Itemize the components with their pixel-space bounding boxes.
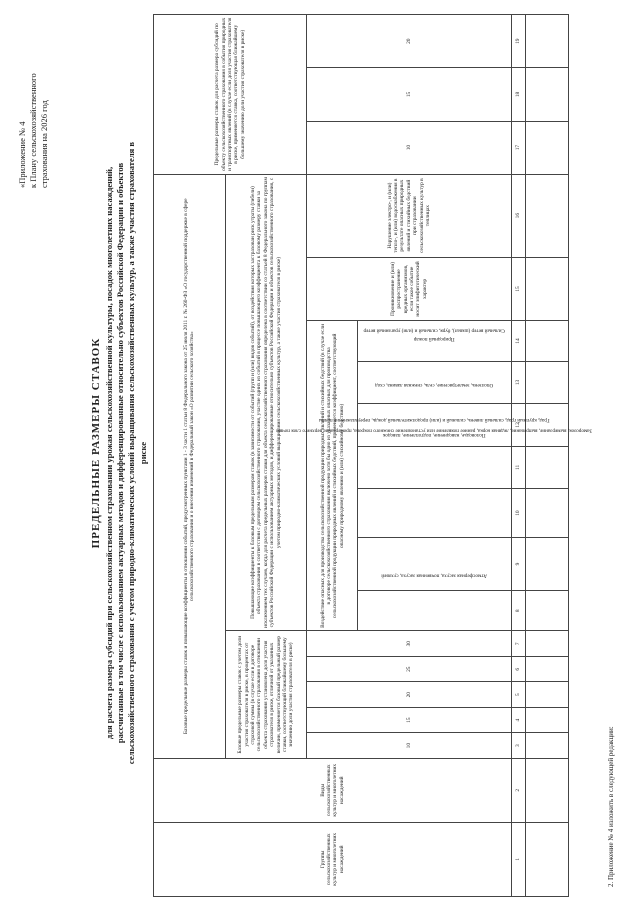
max-share-value-10: 10 bbox=[307, 121, 511, 174]
empty-data-cell bbox=[526, 121, 569, 174]
column-number-11: 11 bbox=[511, 446, 525, 488]
column-number-18: 18 bbox=[511, 68, 525, 121]
column-number-6: 6 bbox=[511, 656, 525, 681]
power-failure-header: Нарушение электро-, и (или) тепло-, и (или) водоснабжения в результате опасных природных явлений и стихийных бедствий при страховании сельскохозяйственных культур в теплицах bbox=[307, 174, 511, 257]
column-number-1: 1 bbox=[511, 822, 525, 896]
empty-data-cell bbox=[526, 631, 569, 656]
amendment-note: 2. Приложение № 4 изложить в следующей редакции: bbox=[607, 726, 615, 887]
max-share-value-20: 20 bbox=[307, 15, 511, 68]
col1-header: Группы сельскохозяйственных культур и многолетних насаждений bbox=[154, 822, 512, 896]
column-number-13: 13 bbox=[511, 361, 525, 403]
empty-data-cell bbox=[526, 257, 569, 321]
empty-data-cell bbox=[526, 822, 569, 896]
column-number-14: 14 bbox=[511, 321, 525, 361]
base-rates-header: Базовые предельные размеры ставок и повышающие коэффициенты в отношении событий, предусмотренных пунктами 1 - 3 части 1 статьи 8 Федерального закона от 25 июля 2011 г. № 260-ФЗ «О государственной поддержке в сфере сельскохозяйственного страхования и о внесении изменений в Федеральный закон «О развитии сельского хозяйства» bbox=[154, 174, 226, 758]
pest-spread-header: Проникновение и (или) распространение вредных организмов, если такое событие носит эпифитотический характер bbox=[307, 257, 511, 321]
hazard-landslide-header: Оползень, землетрясение, сель, снежная лавина, сход bbox=[358, 404, 511, 446]
appendix-line-1: «Приложение № 4 bbox=[17, 121, 27, 188]
column-number-4: 4 bbox=[511, 707, 525, 732]
subtitle-line-1: для расчета размера субсидий при сельскохозяйственном страховании урожая сельскохозяйственной культуры, посадок многолетних насаждений, bbox=[104, 166, 114, 740]
max-share-value-15: 15 bbox=[307, 68, 511, 121]
share-value-10: 10 bbox=[307, 733, 511, 758]
column-number-17: 17 bbox=[511, 121, 525, 174]
appendix-header bbox=[17, 73, 50, 188]
rates-table bbox=[153, 14, 593, 897]
empty-data-cell bbox=[526, 758, 569, 822]
hazard-flood-header: Половодье, наводнение, подтопление, паводок bbox=[358, 446, 511, 488]
appendix-line-3: страхования на 2026 год bbox=[39, 100, 49, 188]
empty-data-cell bbox=[526, 733, 569, 758]
column-number-5: 5 bbox=[511, 682, 525, 707]
natural-hazards-subheader: Воздействие опасных для производства сельскохозяйственной продукции природных явлений и стихийных бедствий (в случае если в договоре сельскохозяйственного страхования включено хотя бы одно из указанных опасных для производства сельскохозяйственной продукции природных явлений и стихийных бедствий, применяется коэффициент, соответствующий опасному природному явлению и (или) стихийному бедствию) bbox=[307, 321, 358, 631]
empty-data-cell bbox=[526, 656, 569, 681]
hazard-hail-header: Град, крупный град, сильный ливень, сильный и (или) продолжительный дождь, переувлажнение почвы bbox=[358, 489, 511, 538]
empty-data-cell bbox=[526, 591, 569, 631]
hazard-fire-header: Природный пожар bbox=[358, 321, 511, 361]
subtitle-line-2: рассчитанные в том числе с использованием актуарных методов и дифференцированные относительно субъектов Российской Федерации и объектов bbox=[115, 162, 126, 744]
hazard-drought-header: Атмосферная засуха, почвенная засуха, суховей bbox=[358, 591, 511, 631]
empty-data-cell bbox=[526, 68, 569, 121]
empty-data-cell bbox=[526, 174, 569, 257]
coefficients-header: Повышающие коэффициенты к базовым предельным размерам ставок (в зависимости от событий (групп и (или) видов событий), от воздействия которых застрахован риск утраты (гибели) объекта страхования в соответствии с договором сельскохозяйственного страхования, участие одних из событий в процессе повышающего коэффициента к базовому размеру ставки за исключением тех случаев, когда для расчета предельных размеров ставки для объекта сельскохозяйственного страхования определена в соответствии со статьей 8 Федерального закона по группам субъектов Российской Федерации с использованием актуарных методов, и дифференцированные относительно субъектов Российской Федерации и объектов сельскохозяйственного страхования, с учетом природно-климатических условий выращивания сельскохозяйственных культур, а также участия страхователя в риске) bbox=[225, 174, 307, 631]
base-rates-subheader: Базовые предельные размеры ставок с учетом доли участия страхователя в риске, в процентах от страховой суммы (в случае если в договоре сельскохозяйственного страхования в отношении объекта страхования установлена доля участия страхователя в риске, отличной от указанных величин, применяется базовый предельный размер ставки, соответствующий ближайшему большему значению доли участия страхователя в риске) bbox=[225, 631, 307, 758]
share-value-30: 30 bbox=[307, 631, 511, 656]
document-subtitle bbox=[104, 43, 149, 863]
empty-data-cell bbox=[526, 15, 569, 68]
column-number-9: 9 bbox=[511, 538, 525, 591]
subtitle-line-3: сельскохозяйственного страхования с учетом природно-климатических условий выращивания сельскохозяйственных культур, а также участия страхователя в bbox=[126, 141, 137, 765]
column-number-12: 12 bbox=[511, 404, 525, 446]
column-number-2: 2 bbox=[511, 758, 525, 822]
share-value-15: 15 bbox=[307, 707, 511, 732]
column-number-7: 7 bbox=[511, 631, 525, 656]
col2-header: Виды сельскохозяйственных культур и многолетних насаждений bbox=[154, 758, 512, 822]
hazard-frost-header: Заморозок, вымерзание, выпревание, ледяная корка, раннее появление или установление снежного покрова, промерзание верхнего слоя почвы bbox=[358, 538, 511, 591]
column-number-8: 8 bbox=[511, 591, 525, 631]
column-number-19: 19 bbox=[511, 15, 525, 68]
empty-data-cell bbox=[526, 489, 569, 538]
column-number-15: 15 bbox=[511, 257, 525, 321]
appendix-line-2: к Плану сельскохозяйственного bbox=[28, 73, 38, 188]
hazard-wind-header: Сильный ветер (шквал), буря, сильный и (или) ураганный ветер bbox=[358, 361, 511, 403]
column-number-10: 10 bbox=[511, 489, 525, 538]
column-number-16: 16 bbox=[511, 174, 525, 257]
max-rates-header: Предельные размеры ставок для расчета размера субсидий по объекту сельскохозяйственного страхования в события природных и транспортных явлений (в случае если доля участия страхователя в риске, применяется ставка, соответствующая ближайшему большему значению доли участия страхователя в риске) bbox=[154, 15, 307, 175]
empty-data-cell bbox=[526, 361, 569, 403]
empty-data-cell bbox=[526, 404, 569, 446]
document-title: ПРЕДЕЛЬНЫЕ РАЗМЕРЫ СТАВОК bbox=[90, 337, 102, 549]
empty-data-cell bbox=[526, 538, 569, 591]
empty-data-cell bbox=[526, 446, 569, 488]
empty-data-cell bbox=[526, 321, 569, 361]
empty-data-cell bbox=[526, 682, 569, 707]
subtitle-line-4: риске bbox=[137, 441, 148, 465]
empty-data-cell bbox=[526, 707, 569, 732]
share-value-20: 20 bbox=[307, 682, 511, 707]
column-number-3: 3 bbox=[511, 733, 525, 758]
share-value-25: 25 bbox=[307, 656, 511, 681]
